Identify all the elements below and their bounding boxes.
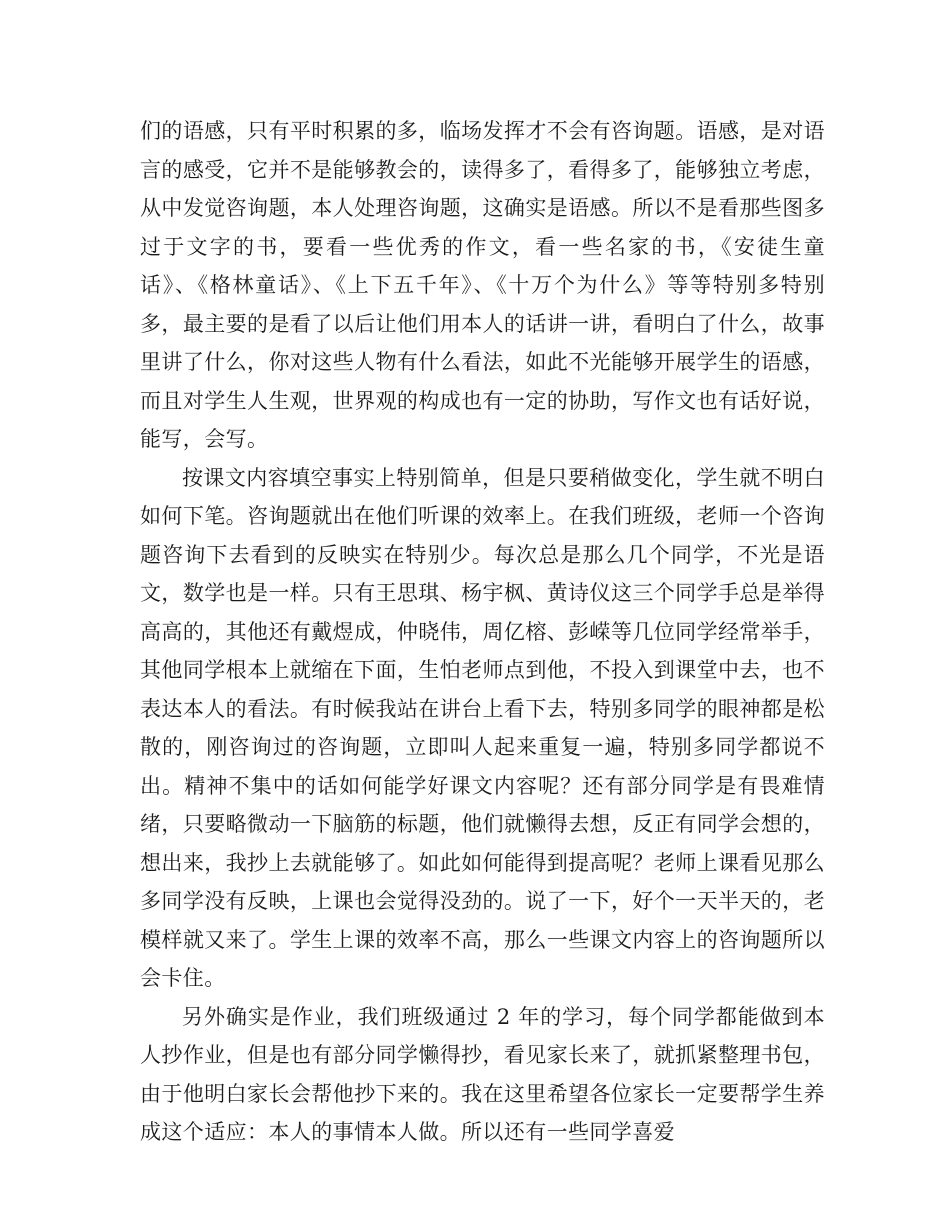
paragraph: 另外确实是作业，我们班级通过 2 年的学习，每个同学都能做到本人抄作业，但是也有部分同学懒得抄，看见家长来了，就抓紧整理书包，由于他明白家长会帮他抄下来的。我在这里希望各位家长一定要帮学生养成这个适应：本人的事情本人做。所以还有一些同学喜爱 <box>140 1004 825 1144</box>
body-text <box>140 112 825 1152</box>
paragraph: 们的语感，只有平时积累的多，临场发挥才不会有咨询题。语感，是对语言的感受，它并不是能够教会的，读得多了，看得多了，能够独立考虑，从中发觉咨询题，本人处理咨询题，这确实是语感。所以不是看那些图多过于文字的书，要看一些优秀的作文，看一些名家的书，《安徒生童话》、《格林童话》、《上下五千年》、《十万个为什么》等等特别多特别多，最主要的是看了以后让他们用本人的话讲一讲，看明白了什么，故事里讲了什么，你对这些人物有什么看法，如此不光能够开展学生的语感，而且对学生人生观，世界观的构成也有一定的协助，写作文也有话好说，能写，会写。 <box>140 119 825 451</box>
paragraph: 按课文内容填空事实上特别简单，但是只要稍做变化，学生就不明白如何下笔。咨询题就出在他们听课的效率上。在我们班级，老师一个咨询题咨询下去看到的反映实在特别少。每次总是那么几个同学，不光是语文，数学也是一样。只有王思琪、杨宇枫、黄诗仪这三个同学手总是举得高高的，其他还有戴煜成，仲晓伟，周亿榕、彭嵘等几位同学经常举手，其他同学根本上就缩在下面，生怕老师点到他，不投入到课堂中去，也不表达本人的看法。有时候我站在讲台上看下去，特别多同学的眼神都是松散的，刚咨询过的咨询题，立即叫人起来重复一遍，特别多同学都说不出。精神不集中的话如何能学好课文内容呢？还有部分同学是有畏难情绪，只要略微动一下脑筋的标题，他们就懒得去想，反正有同学会想的，想出来，我抄上去就能够了。如此如何能得到提高呢？老师上课看见那么多同学没有反映，上课也会觉得没劲的。说了一下，好个一天半天的，老模样就又来了。学生上课的效率不高，那么一些课文内容上的咨询题所以会卡住。 <box>140 465 825 990</box>
